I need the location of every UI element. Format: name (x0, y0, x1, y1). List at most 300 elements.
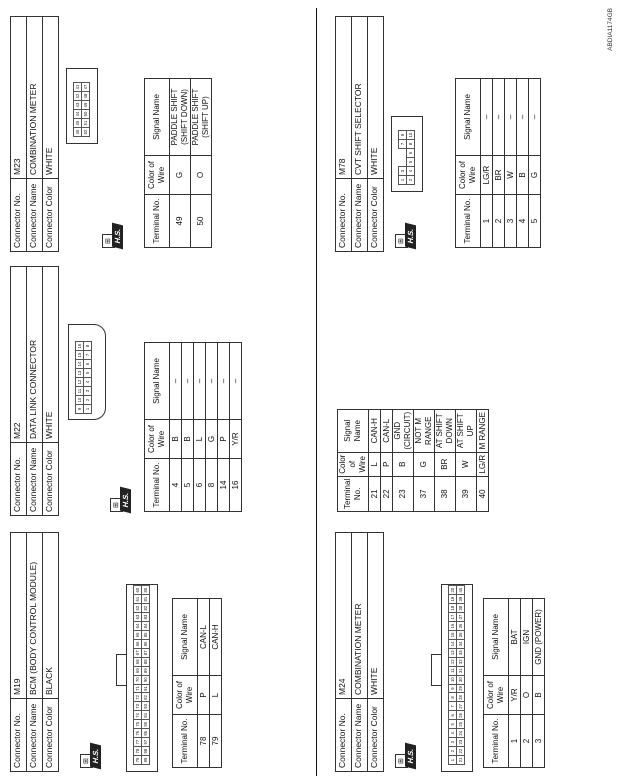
connector-pin: 60 (134, 586, 142, 595)
connector-pin: 66 (134, 639, 142, 648)
label-connector-no: Connector No. (336, 179, 352, 252)
connector-pin: 49 (82, 101, 90, 110)
signal-name-cell: CAN-L (198, 599, 210, 676)
table-row (194, 343, 206, 512)
connector-no-value: M23 (11, 17, 27, 179)
hs-label: H.S. (90, 743, 101, 770)
signal-name-cell: – (517, 79, 529, 156)
connector-m19-face (126, 584, 158, 772)
table-row (170, 343, 182, 512)
terminal-no-cell: 1 (481, 195, 493, 248)
table-row (456, 409, 477, 511)
signal-name-cell: CAN-H (369, 409, 381, 452)
terminal-no-cell: 49 (170, 195, 191, 248)
connector-pin: 46 (74, 128, 82, 137)
connector-pin: 8 (84, 342, 92, 351)
pin-layout (448, 585, 465, 765)
hs-label: H.S. (120, 487, 131, 514)
pin-grid (448, 585, 465, 765)
label-connector-color: Connector Color (368, 699, 384, 772)
connector-pin: 94 (142, 711, 150, 720)
connector-pin: 87 (142, 648, 150, 657)
connector-no-value: M24 (336, 533, 352, 699)
col-terminal: Terminal No. (484, 715, 509, 768)
connector-pin: 82 (142, 604, 150, 613)
wire-color-cell: G (414, 452, 435, 476)
label-connector-color: Connector Color (43, 443, 59, 516)
hs-label: H.S. (405, 223, 416, 250)
wire-color-cell: G (206, 420, 218, 459)
connector-pin: 3 (84, 387, 92, 396)
col-terminal: Terminal No. (173, 715, 198, 768)
connector-pin: 26 (457, 711, 465, 720)
connector-pin: 30 (457, 675, 465, 684)
label-connector-name: Connector Name (352, 179, 368, 252)
col-wire: Color of Wire (456, 156, 481, 195)
table-row (369, 409, 381, 511)
table-row (170, 79, 191, 248)
connector-color-value: WHITE (43, 17, 59, 179)
connector-no-value: M22 (11, 267, 27, 443)
connector-pin: 36 (457, 622, 465, 631)
signal-name-cell: GND (POWER) (533, 599, 545, 676)
connector-pin: 28 (457, 693, 465, 702)
connector-m78-header (335, 16, 384, 252)
connector-pin: 20 (449, 586, 457, 595)
connector-pin: 52 (82, 128, 90, 137)
signal-table-m24-b (337, 409, 489, 512)
connector-pin: 65 (134, 630, 142, 639)
connector-pin: 5 (407, 158, 415, 167)
connector-pin: 74 (134, 711, 142, 720)
signal-name-cell: – (170, 343, 182, 420)
connector-pin: 35 (457, 630, 465, 639)
connector-pin: 27 (457, 702, 465, 711)
connector-pin: 70 (134, 675, 142, 684)
connector-m22-header (10, 266, 59, 516)
terminal-no-cell: 78 (198, 715, 210, 768)
signal-name-cell: – (182, 343, 194, 420)
connector-pin: 38 (457, 604, 465, 613)
label-connector-no: Connector No. (11, 443, 27, 516)
connector-pin: 34 (457, 639, 465, 648)
label-connector-name: Connector Name (27, 179, 43, 252)
connector-pin: 63 (134, 613, 142, 622)
connector-m19-panel (10, 532, 220, 772)
connector-pin: 7 (84, 351, 92, 360)
connector-pin: 5 (449, 720, 457, 729)
connector-pin: 99 (142, 756, 150, 765)
wire-color-cell: W (456, 452, 477, 476)
signal-name-cell: IGN (521, 599, 533, 676)
terminal-no-cell: 21 (369, 476, 381, 511)
connector-pin: 88 (142, 657, 150, 666)
terminal-no-cell: 1 (509, 715, 521, 768)
terminal-no-cell: 79 (210, 715, 222, 768)
wire-color-cell: W (505, 156, 517, 195)
wire-color-cell: B (517, 156, 529, 195)
connector-pin: 95 (142, 720, 150, 729)
signal-table-m22 (144, 342, 242, 512)
connector-pin: 32 (457, 657, 465, 666)
terminal-no-cell: 38 (435, 476, 456, 511)
table-row (529, 79, 541, 248)
connector-pin: 89 (142, 666, 150, 675)
signal-table-m24-a (483, 598, 545, 768)
connector-pin: 79 (134, 756, 142, 765)
connector-name-value: BCM (BODY CONTROL MODULE) (27, 533, 43, 699)
connector-no-value: M78 (336, 17, 352, 179)
connector-m23-panel (10, 16, 210, 252)
connector-pin: 96 (142, 729, 150, 738)
table-row (206, 343, 218, 512)
connector-color-value: WHITE (368, 533, 384, 699)
signal-name-cell: – (481, 79, 493, 156)
pin-grid (133, 585, 150, 765)
connector-pin: 72 (134, 693, 142, 702)
connector-m22-panel (10, 266, 240, 516)
harness-side-icon (80, 742, 102, 768)
connector-pin: 71 (134, 684, 142, 693)
signal-table-m19 (172, 598, 222, 768)
section-divider (316, 8, 317, 776)
label-connector-name: Connector Name (352, 699, 368, 772)
table-row (218, 343, 230, 512)
connector-pin: 19 (449, 595, 457, 604)
connector-m78-panel (335, 16, 539, 252)
table-row (435, 409, 456, 511)
connector-color-value: WHITE (368, 17, 384, 179)
table-row (533, 599, 545, 768)
col-terminal: Terminal No. (145, 195, 170, 248)
connector-pin: 39 (457, 595, 465, 604)
connector-name-value: COMBINATION METER (27, 17, 43, 179)
table-row (210, 599, 222, 768)
connector-pin: 11 (76, 387, 84, 396)
connector-name-value: COMBINATION METER (352, 533, 368, 699)
connector-pin: 44 (74, 110, 82, 119)
wire-color-cell: G (529, 156, 541, 195)
hs-label: H.S. (405, 743, 416, 770)
connector-pin: 12 (449, 657, 457, 666)
label-connector-color: Connector Color (43, 699, 59, 772)
connector-pin: 31 (457, 666, 465, 675)
connector-pin: 8 (407, 140, 415, 149)
connector-pin: 9 (76, 405, 84, 414)
col-signal: Signal Name (484, 599, 509, 676)
pin-layout (73, 82, 90, 137)
wire-color-cell: B (393, 452, 414, 476)
table-row (517, 79, 529, 248)
connector-pin: 1 (399, 176, 407, 185)
wire-color-cell: Y/R (230, 420, 242, 459)
wire-color-cell: B (533, 676, 545, 715)
connector-pin: 16 (449, 622, 457, 631)
connector-pin: 84 (142, 622, 150, 631)
label-connector-name: Connector Name (27, 443, 43, 516)
wire-color-cell: BR (435, 452, 456, 476)
wire-color-cell: Y/R (509, 676, 521, 715)
terminal-no-cell: 16 (230, 459, 242, 512)
wire-color-cell: B (182, 420, 194, 459)
signal-name-cell: – (529, 79, 541, 156)
connector-pin: 86 (142, 639, 150, 648)
connector-pin: 67 (134, 648, 142, 657)
connector-name-value: CVT SHIFT SELECTOR (352, 17, 368, 179)
connector-pin: 80 (142, 586, 150, 595)
wire-color-cell: P (381, 452, 393, 476)
signal-name-cell: – (230, 343, 242, 420)
connector-pin: 75 (134, 720, 142, 729)
col-wire: Color of Wire (145, 420, 170, 459)
table-row (230, 343, 242, 512)
wire-color-cell: L (210, 676, 222, 715)
label-connector-name: Connector Name (27, 699, 43, 772)
connector-pin: 25 (457, 720, 465, 729)
col-signal: Signal Name (145, 79, 170, 156)
connector-pin: 61 (134, 595, 142, 604)
signal-name-cell: – (218, 343, 230, 420)
terminal-no-cell: 4 (517, 195, 529, 248)
col-wire: Color of Wire (145, 156, 170, 195)
connector-pin: 1 (449, 756, 457, 765)
connector-pin: 4 (407, 167, 415, 176)
connector-pin: 40 (457, 586, 465, 595)
connector-pin: 45 (74, 119, 82, 128)
wire-color-cell: LG/R (481, 156, 493, 195)
connector-pin: 13 (449, 648, 457, 657)
connector-pin: 15 (449, 630, 457, 639)
signal-name-cell: – (493, 79, 505, 156)
connector-pin: 3 (449, 738, 457, 747)
terminal-no-cell: 4 (170, 459, 182, 512)
connector-pin: 4 (84, 378, 92, 387)
connector-icon: ⊞ (80, 754, 93, 768)
pin-grid (75, 341, 92, 414)
col-terminal: Terminal No. (145, 459, 170, 512)
connector-pin: 77 (134, 738, 142, 747)
connector-pin: 73 (134, 702, 142, 711)
connector-icon: ⊞ (102, 234, 115, 248)
connector-pin: 85 (142, 630, 150, 639)
connector-icon: ⊞ (110, 498, 123, 512)
connector-pin: 2 (84, 396, 92, 405)
signal-name-cell: AT SHIFT DOWN (435, 409, 456, 452)
connector-pin: 51 (82, 119, 90, 128)
connector-pin: 50 (82, 110, 90, 119)
signal-name-cell: – (206, 343, 218, 420)
connector-icon: ⊞ (395, 754, 408, 768)
signal-table-m78 (455, 78, 541, 248)
connector-pin: 5 (84, 369, 92, 378)
wire-color-cell: O (521, 676, 533, 715)
signal-name-cell: PADDLE SHIFT (SHIFT UP) (191, 79, 212, 156)
signal-name-cell: – (505, 79, 517, 156)
connector-pin: 78 (134, 747, 142, 756)
connector-pin: 2 (449, 747, 457, 756)
signal-name-cell: BAT (509, 599, 521, 676)
connector-pin: 62 (134, 604, 142, 613)
col-signal: Signal Name (173, 599, 198, 676)
connector-pin: 18 (449, 604, 457, 613)
connector-m22-face (68, 324, 106, 420)
connector-name-value: DATA LINK CONNECTOR (27, 267, 43, 443)
wire-color-cell: LG/R (477, 452, 489, 476)
connector-pin: 22 (457, 747, 465, 756)
col-wire: Color of Wire (338, 452, 369, 476)
label-connector-no: Connector No. (11, 179, 27, 252)
wire-color-cell: L (369, 452, 381, 476)
connector-pin: 97 (142, 738, 150, 747)
col-wire: Color of Wire (484, 676, 509, 715)
connector-pin: 41 (74, 83, 82, 92)
wire-color-cell: L (194, 420, 206, 459)
connector-pin: 81 (142, 595, 150, 604)
connector-pin: 1 (84, 405, 92, 414)
col-signal: Signal Name (456, 79, 481, 156)
connector-pin: 90 (142, 675, 150, 684)
connector-pin: 64 (134, 622, 142, 631)
connector-pin: 37 (457, 613, 465, 622)
wire-color-cell: BR (493, 156, 505, 195)
connector-m23-face (66, 68, 98, 144)
connector-color-value: BLACK (43, 533, 59, 699)
wire-color-cell: P (198, 676, 210, 715)
connector-pin: 6 (407, 149, 415, 158)
terminal-no-cell: 50 (191, 195, 212, 248)
connector-pin: 83 (142, 613, 150, 622)
connector-pin: 16 (76, 342, 84, 351)
wire-color-cell: O (191, 156, 212, 195)
connector-pin: 11 (449, 666, 457, 675)
table-row (198, 599, 210, 768)
col-terminal: Terminal No. (338, 476, 369, 511)
connector-pin: 2 (407, 176, 415, 185)
terminal-no-cell: 3 (505, 195, 517, 248)
connector-pin: 14 (76, 360, 84, 369)
connector-pin: 76 (134, 729, 142, 738)
harness-side-icon (102, 222, 124, 248)
connector-color-value: WHITE (43, 267, 59, 443)
wire-color-cell: B (170, 420, 182, 459)
connector-pin: 6 (449, 711, 457, 720)
connector-pin: 93 (142, 702, 150, 711)
harness-side-icon (395, 222, 417, 248)
connector-m19-header (10, 532, 59, 772)
table-row (381, 409, 393, 511)
connector-m24-face (441, 584, 473, 772)
label-connector-no: Connector No. (336, 699, 352, 772)
connector-m24-header (335, 532, 384, 772)
connector-pin: 14 (449, 639, 457, 648)
connector-pin: 8 (449, 693, 457, 702)
table-row (393, 409, 414, 511)
signal-table-m23 (144, 78, 212, 248)
table-row (481, 79, 493, 248)
connector-icon: ⊞ (395, 234, 408, 248)
terminal-no-cell: 5 (182, 459, 194, 512)
terminal-no-cell: 22 (381, 476, 393, 511)
table-row (505, 79, 517, 248)
connector-pin: 7 (449, 702, 457, 711)
connector-pin: 24 (457, 729, 465, 738)
signal-name-cell: AT SHIFT UP (456, 409, 477, 452)
connector-pin: 12 (76, 378, 84, 387)
connector-pin: 17 (449, 613, 457, 622)
terminal-no-cell: 6 (194, 459, 206, 512)
connector-pin: 4 (449, 729, 457, 738)
signal-name-cell: – (194, 343, 206, 420)
connector-pin: 33 (457, 648, 465, 657)
terminal-no-cell: 5 (529, 195, 541, 248)
terminal-no-cell: 37 (414, 476, 435, 511)
connector-m23-header (10, 16, 59, 252)
pin-layout (133, 585, 150, 765)
pin-grid (73, 82, 90, 137)
pin-grid (398, 130, 415, 185)
signal-name-cell: CAN-L (381, 409, 393, 452)
label-connector-color: Connector Color (43, 179, 59, 252)
label-connector-no: Connector No. (11, 699, 27, 772)
connector-pin: 48 (82, 92, 90, 101)
signal-name-cell: M RANGE (477, 409, 489, 452)
connector-pin: 3 (399, 167, 407, 176)
connector-pin: 91 (142, 684, 150, 693)
terminal-no-cell: 40 (477, 476, 489, 511)
terminal-no-cell: 23 (393, 476, 414, 511)
terminal-no-cell: 3 (533, 715, 545, 768)
table-row (509, 599, 521, 768)
terminal-no-cell: 2 (493, 195, 505, 248)
signal-name-cell: PADDLE SHIFT (SHIFT DOWN) (170, 79, 191, 156)
connector-pin: 10 (449, 675, 457, 684)
table-row (414, 409, 435, 511)
signal-name-cell: GND (CIRCUIT) (393, 409, 414, 452)
terminal-no-cell: 14 (218, 459, 230, 512)
connector-pin: 42 (74, 92, 82, 101)
connector-pin: 68 (134, 657, 142, 666)
connector-pin: 21 (457, 756, 465, 765)
terminal-no-cell: 39 (456, 476, 477, 511)
connector-pin: 69 (134, 666, 142, 675)
table-row (521, 599, 533, 768)
connector-m78-face (391, 116, 423, 192)
signal-name-cell: CAN-H (210, 599, 222, 676)
figure-code: ABDIA1174GB (607, 8, 614, 51)
label-connector-color: Connector Color (368, 179, 384, 252)
terminal-no-cell: 8 (206, 459, 218, 512)
connector-pin: 15 (76, 351, 84, 360)
wire-color-cell: G (170, 156, 191, 195)
harness-side-icon (110, 486, 132, 512)
pin-gap (399, 149, 407, 158)
col-signal: Signal Name (145, 343, 170, 420)
table-row (182, 343, 194, 512)
connector-pin: 43 (74, 101, 82, 110)
hs-label: H.S. (112, 223, 123, 250)
connector-pin: 9 (399, 131, 407, 140)
connector-pin: 47 (82, 83, 90, 92)
signal-name-cell: NOT M RANGE (414, 409, 435, 452)
pin-gap (399, 158, 407, 167)
connector-pin: 92 (142, 693, 150, 702)
table-row (477, 409, 489, 511)
col-signal: Signal Name (338, 409, 369, 452)
harness-side-icon (395, 742, 417, 768)
connector-m24-panel (335, 532, 543, 772)
pin-layout (75, 341, 92, 414)
pin-layout (398, 130, 415, 185)
